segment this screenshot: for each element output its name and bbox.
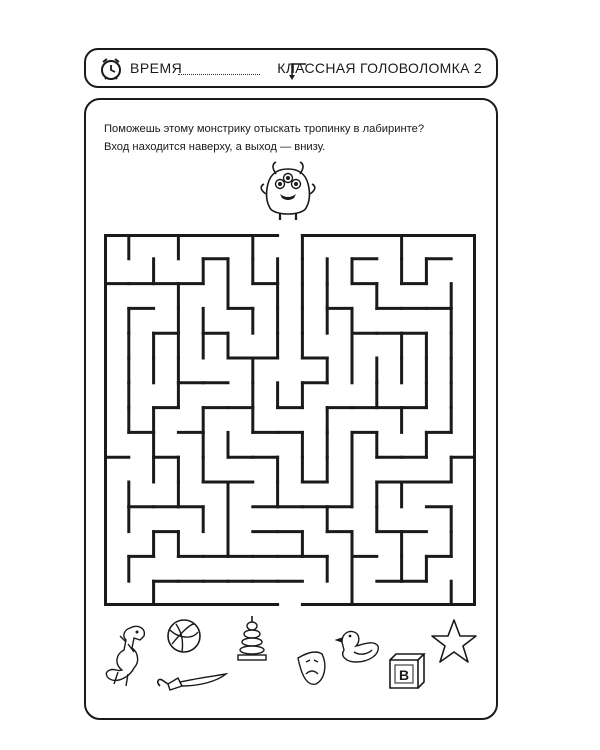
block-icon [390, 654, 424, 688]
puzzle-title: КЛАССНАЯ ГОЛОВОЛОМКА 2 [277, 60, 482, 76]
instruction-line-1: Поможешь этому монстрику отыскать тропинку в лабиринте? [104, 123, 425, 135]
time-label: ВРЕМЯ [130, 60, 183, 76]
instruction-line-2: Вход находится наверху, а выход — внизу. [104, 141, 326, 153]
star-icon [432, 620, 476, 662]
ball-icon [168, 620, 200, 652]
monster-icon [252, 160, 324, 224]
mask-icon [298, 652, 325, 684]
duck-icon [336, 631, 378, 662]
instructions [104, 120, 484, 156]
sword-icon [158, 674, 226, 690]
maze [104, 234, 476, 606]
block-letter: B [398, 667, 410, 683]
toys-row [98, 612, 488, 712]
pyramid-toy-icon [238, 616, 266, 660]
dragon-icon [106, 626, 144, 686]
clock-icon [98, 56, 124, 82]
header-bar [84, 48, 498, 88]
time-input-line[interactable] [178, 74, 260, 75]
